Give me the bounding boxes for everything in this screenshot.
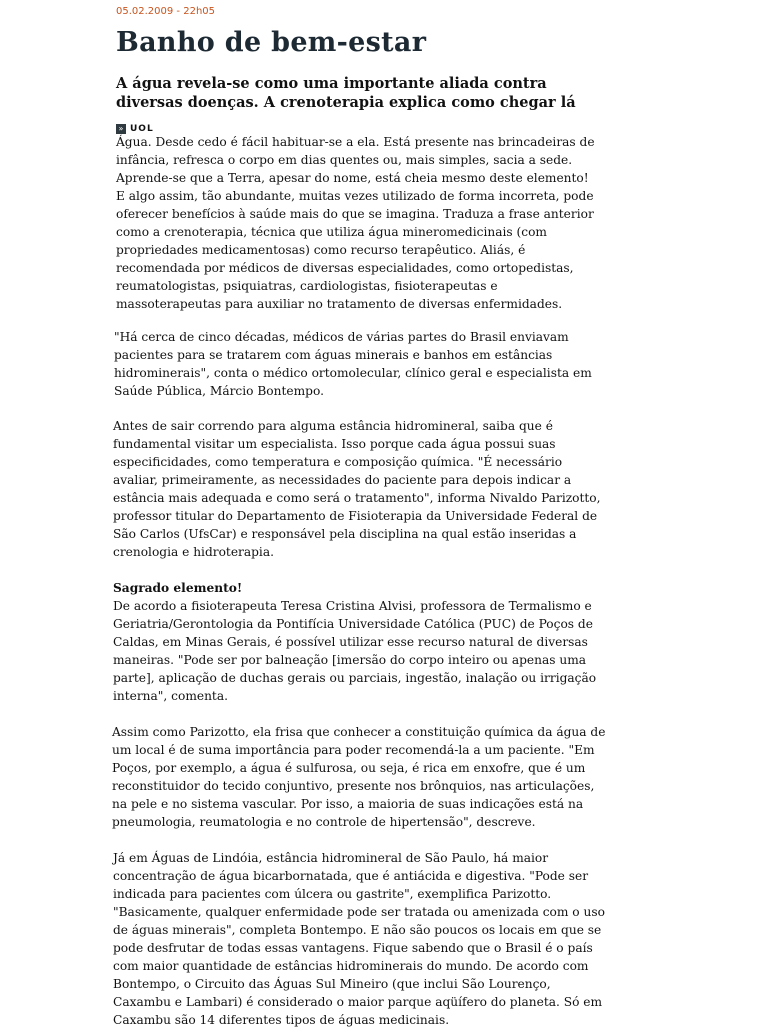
article-subtitle: A água revela-se como uma importante aliada contra diversas doenças. A crenoterapia explica como chegar lá — [116, 75, 576, 111]
paragraph-5: Assim como Parizotto, ela frisa que conhecer a constituição química da água de um local é de suma importância para poder recomendá-la a um paciente. "Em Poços, por exemplo, a água é sulfurosa, ou seja, é rica em enxofre, que é um reconstituidor do tecido conjuntivo, presente nos brônquios, nas articulações, na pele e no sistema vascular. Por isso, a maioria de suas indicações está na pneumologia, reumatologia e no controle de hipertensão", descreve. — [112, 725, 606, 829]
paragraph-4: De acordo a fisioterapeuta Teresa Cristina Alvisi, professora de Termalismo e Geriatria/Gerontologia da Pontifícia Universidade Católica (PUC) de Poços de Caldas, em Minas Gerais, é possível utilizar esse recurso natural de diversas maneiras. "Pode ser por balneação [imersão do corpo inteiro ou apenas uma parte], aplicação de duchas gerais ou parciais, ingestão, inalação ou irrigação interna", comenta. — [113, 599, 597, 703]
paragraph-1: Água. Desde cedo é fácil habituar-se a ela. Está presente nas brincadeiras de infância, refresca o corpo em dias quentes ou, mais simples, sacia a sede. Aprende-se que a Terra, apesar do nome, está cheia mesmo deste elemento! E algo assim, tão abundante, muitas vezes utilizado de forma incorreta, pode oferecer benefícios à saúde mais do que se imagina. Traduza a frase anterior como a crenoterapia, técnica que utiliza água mineromedicinais (com propriedades medicamentosas) como recurso terapêutico. Aliás, é recomendada por médicos de diversas especialidades, como ortopedistas, reumatologistas, psiquiatras, cardiologistas, fisioterapeutas e massoterapeutas para auxiliar no tratamento de diversas enfermidades. — [116, 135, 595, 311]
paragraph-6: Já em Águas de Lindóia, estância hidromineral de São Paulo, há maior concentração de água bicarbornatada, que é antiácida e digestiva. "Pode ser indicada para pacientes com úlcera ou gastrite", exemplifica Parizotto. "Basicamente, qualquer enfermidade pode ser tratada ou amenizada com o uso de águas minerais", completa Bontempo. E não são poucos os locais em que se pode desfrutar de todas essas vantagens. Fique sabendo que o Brasil é o país com maior quantidade de estâncias hidrominerais do mundo. De acordo com Bontempo, o Circuito das Águas Sul Mineiro (que inclui São Lourenço, Caxambu e Lambari) é considerado o maior parque aqüífero do planeta. Só em Caxambu são 14 diferentes tipos de águas medicinais. — [113, 851, 605, 1027]
article-date: 05.02.2009 - 22h05 — [116, 6, 216, 17]
source-label[interactable]: UOL — [130, 124, 154, 134]
paragraph-3: Antes de sair correndo para alguma estância hidromineral, saiba que é fundamental visitar um especialista. Isso porque cada água possui suas especificidades, como temperatura e composição química. "É necessário avaliar, primeiramente, as necessidades do paciente para depois indicar a estância mais adequada e como será o tratamento", informa Nivaldo Parizotto, professor titular do Departamento de Fisioterapia da Universidade Federal de São Carlos (UfsCar) e responsável pela disciplina na qual estão inseridas a crenologia e hidroterapia. — [113, 419, 601, 559]
section-heading: Sagrado elemento! — [113, 581, 243, 595]
article — [112, 0, 616, 1027]
section-sagrado-elemento — [113, 579, 603, 705]
paragraph-2: "Há cerca de cinco décadas, médicos de várias partes do Brasil enviavam pacientes para se tratarem com águas minerais e banhos em estâncias hidrominerais", conta o médico ortomolecular, clínico geral e especialista em Saúde Pública, Márcio Bontempo. — [114, 330, 592, 398]
article-title: Banho de bem-estar — [116, 27, 427, 58]
double-chevron-right-icon: » — [116, 124, 126, 134]
